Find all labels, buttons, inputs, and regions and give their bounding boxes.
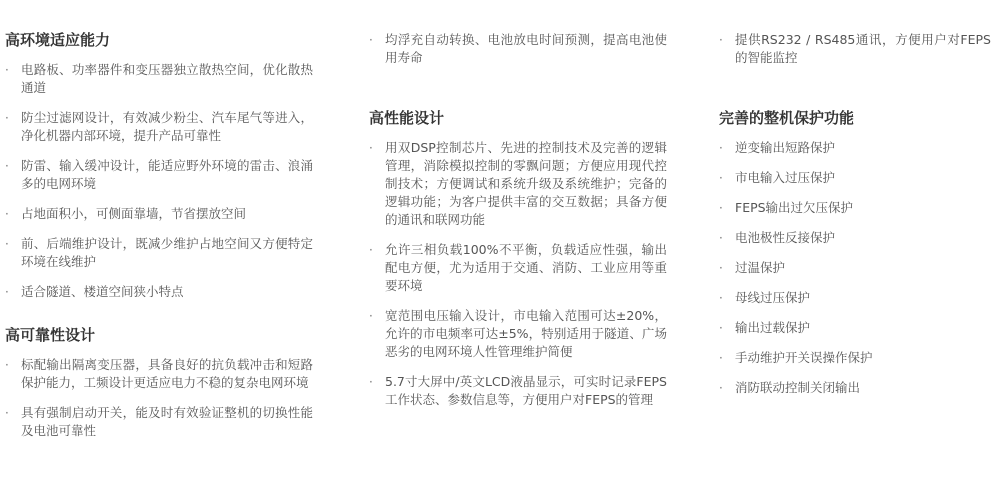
- bullet-icon: ·: [719, 171, 723, 185]
- bullet-icon: ·: [5, 237, 9, 251]
- bullet-icon: ·: [5, 406, 9, 420]
- list-performance: [369, 139, 667, 421]
- list-item: · 用双DSP控制芯片、先进的控制技术及完善的逻辑管理，消除模拟控制的零飘问题；方便应用现代控制技术；方便调试和系统升级及系统维护；完备的逻辑功能；为客户提供丰富的交互数据；具备方便的通讯和联网功能: [369, 140, 667, 227]
- list-reliability: [5, 356, 313, 452]
- list-item: · 提供RS232 / RS485通讯，方便用户对FEPS的智能监控: [719, 32, 991, 65]
- bullet-icon: ·: [369, 33, 373, 47]
- bullet-icon: ·: [369, 375, 373, 389]
- section-title-performance: 高性能设计: [369, 109, 445, 127]
- list-item: · 适合隧道、楼道空间狭小特点: [5, 284, 184, 299]
- list-item: · 防雷、输入缓冲设计，能适应野外环境的雷击、浪涌多的电网环境: [5, 158, 313, 191]
- list-item: · FEPS输出过欠压保护: [719, 200, 854, 215]
- list-item: · 占地面积小，可侧面靠墙，节省摆放空间: [5, 206, 247, 221]
- list-item: · 允许三相负载100%不平衡，负载适应性强，输出配电方便，尤为适用于交通、消防、工业应用等重要环境: [369, 242, 667, 293]
- list-communication: [719, 31, 991, 79]
- section-title-protection: 完善的整机保护功能: [719, 109, 855, 127]
- list-battery: [369, 31, 667, 79]
- list-item: · 过温保护: [719, 260, 786, 275]
- bullet-icon: ·: [5, 63, 9, 77]
- list-item: · 具有强制启动开关，能及时有效验证整机的切换性能及电池可靠性: [5, 405, 313, 438]
- bullet-icon: ·: [719, 261, 723, 275]
- bullet-icon: ·: [719, 291, 723, 305]
- bullet-icon: ·: [719, 351, 723, 365]
- list-item: · 电池极性反接保护: [719, 230, 836, 245]
- bullet-icon: ·: [5, 285, 9, 299]
- list-item: · 母线过压保护: [719, 290, 811, 305]
- bullet-icon: ·: [369, 243, 373, 257]
- bullet-icon: ·: [719, 33, 723, 47]
- list-environment: [5, 61, 313, 313]
- list-item: · 消防联动控制关闭输出: [719, 380, 861, 395]
- bullet-icon: ·: [5, 207, 9, 221]
- list-item: · 前、后端维护设计，既减少维护占地空间又方便特定环境在线维护: [5, 236, 313, 269]
- list-item: · 逆变输出短路保护: [719, 140, 836, 155]
- bullet-icon: ·: [5, 111, 9, 125]
- section-title-environment: 高环境适应能力: [5, 31, 111, 49]
- list-item: · 手动维护开关误操作保护: [719, 350, 873, 365]
- bullet-icon: ·: [719, 231, 723, 245]
- bullet-icon: ·: [719, 141, 723, 155]
- bullet-icon: ·: [369, 309, 373, 323]
- list-item: · 均浮充自动转换、电池放电时间预测，提高电池使用寿命: [369, 32, 667, 65]
- list-protection: [719, 139, 991, 409]
- list-item: · 防尘过滤网设计，有效减少粉尘、汽车尾气等进入，净化机器内部环境，提升产品可靠性: [5, 110, 313, 143]
- list-item: · 5.7寸大屏中/英文LCD液晶显示，可实时记录FEPS工作状态、参数信息等，方便用户对FEPS的管理: [369, 374, 667, 407]
- bullet-icon: ·: [5, 358, 9, 372]
- bullet-icon: ·: [5, 159, 9, 173]
- bullet-icon: ·: [719, 381, 723, 395]
- bullet-icon: ·: [369, 141, 373, 155]
- list-item: · 市电输入过压保护: [719, 170, 836, 185]
- section-title-reliability: 高可靠性设计: [5, 326, 96, 344]
- list-item: · 输出过载保护: [719, 320, 811, 335]
- list-item: · 标配输出隔离变压器，具备良好的抗负载冲击和短路保护能力，工频设计更适应电力不稳的复杂电网环境: [5, 357, 313, 390]
- bullet-icon: ·: [719, 201, 723, 215]
- list-item: · 电路板、功率器件和变压器独立散热空间，优化散热通道: [5, 62, 313, 95]
- list-item: · 宽范围电压输入设计，市电输入范围可达±20%，允许的市电频率可达±5%，特别适用于隧道、广场恶劣的电网环境人性管理维护简便: [369, 308, 667, 359]
- bullet-icon: ·: [719, 321, 723, 335]
